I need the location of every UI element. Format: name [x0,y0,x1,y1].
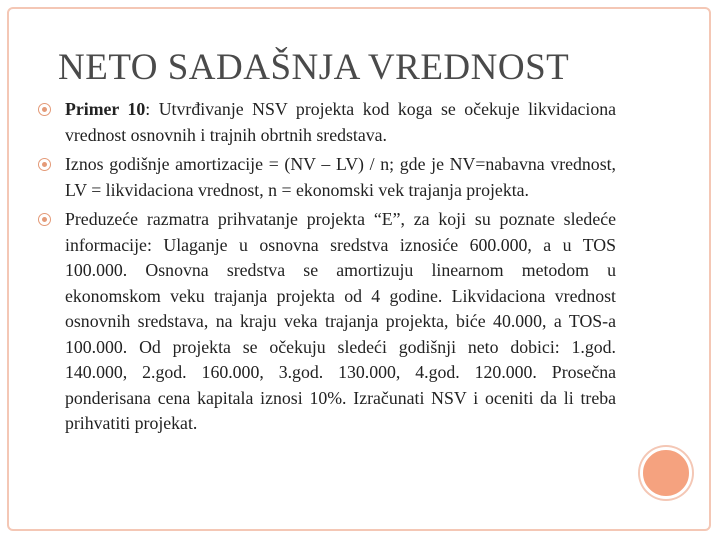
bullet-item [36,152,616,203]
bullet-text: : Utvrđivanje NSV projekta kod koga se očekuje likvidaciona vrednost osnovnih i trajnih obrtnih sredstava. [65,99,616,145]
slide-title: NETO SADAŠNJA VREDNOST [58,47,570,88]
bullet-text: Iznos godišnje amortizacije = (NV – LV) / n; gde je NV=nabavna vrednost, LV = likvidaciona vrednost, n = ekonomski vek trajanja projekta. [65,154,616,200]
bullet-text: Preduzeće razmatra prihvatanje projekta “E”, za koji su poznate sledeće informacije: Ulaganje u osnovna sredstva iznosiće 600.000, a u TOS 100.000. Osnovna sredstva se amortizuju linearnom metodom u ekonomskom veku trajanja projekta od 4 godine. Likvidaciona vrednost osnovnih sredstava, na kraju veka trajanja projekta, biće 40.000, a TOS-a 100.000. Od projekta se očekuju sledeći godišnji neto dobici: 1.god. 140.000, 2.god. 160.000, 3.god. 130.000, 4.god. 120.000. Prosečna ponderisana cena kapitala iznosi 10%. Izračunati NSV i oceniti da li treba prihvatiti projekat. [65,209,616,433]
bullet-icon [38,103,51,116]
bullet-list [36,97,616,441]
bullet-icon [38,213,51,226]
bullet-icon [38,158,51,171]
bullet-item [36,207,616,437]
bullet-lead: Primer 10 [65,99,146,119]
bullet-item [36,97,616,148]
decorative-circle [640,447,692,499]
